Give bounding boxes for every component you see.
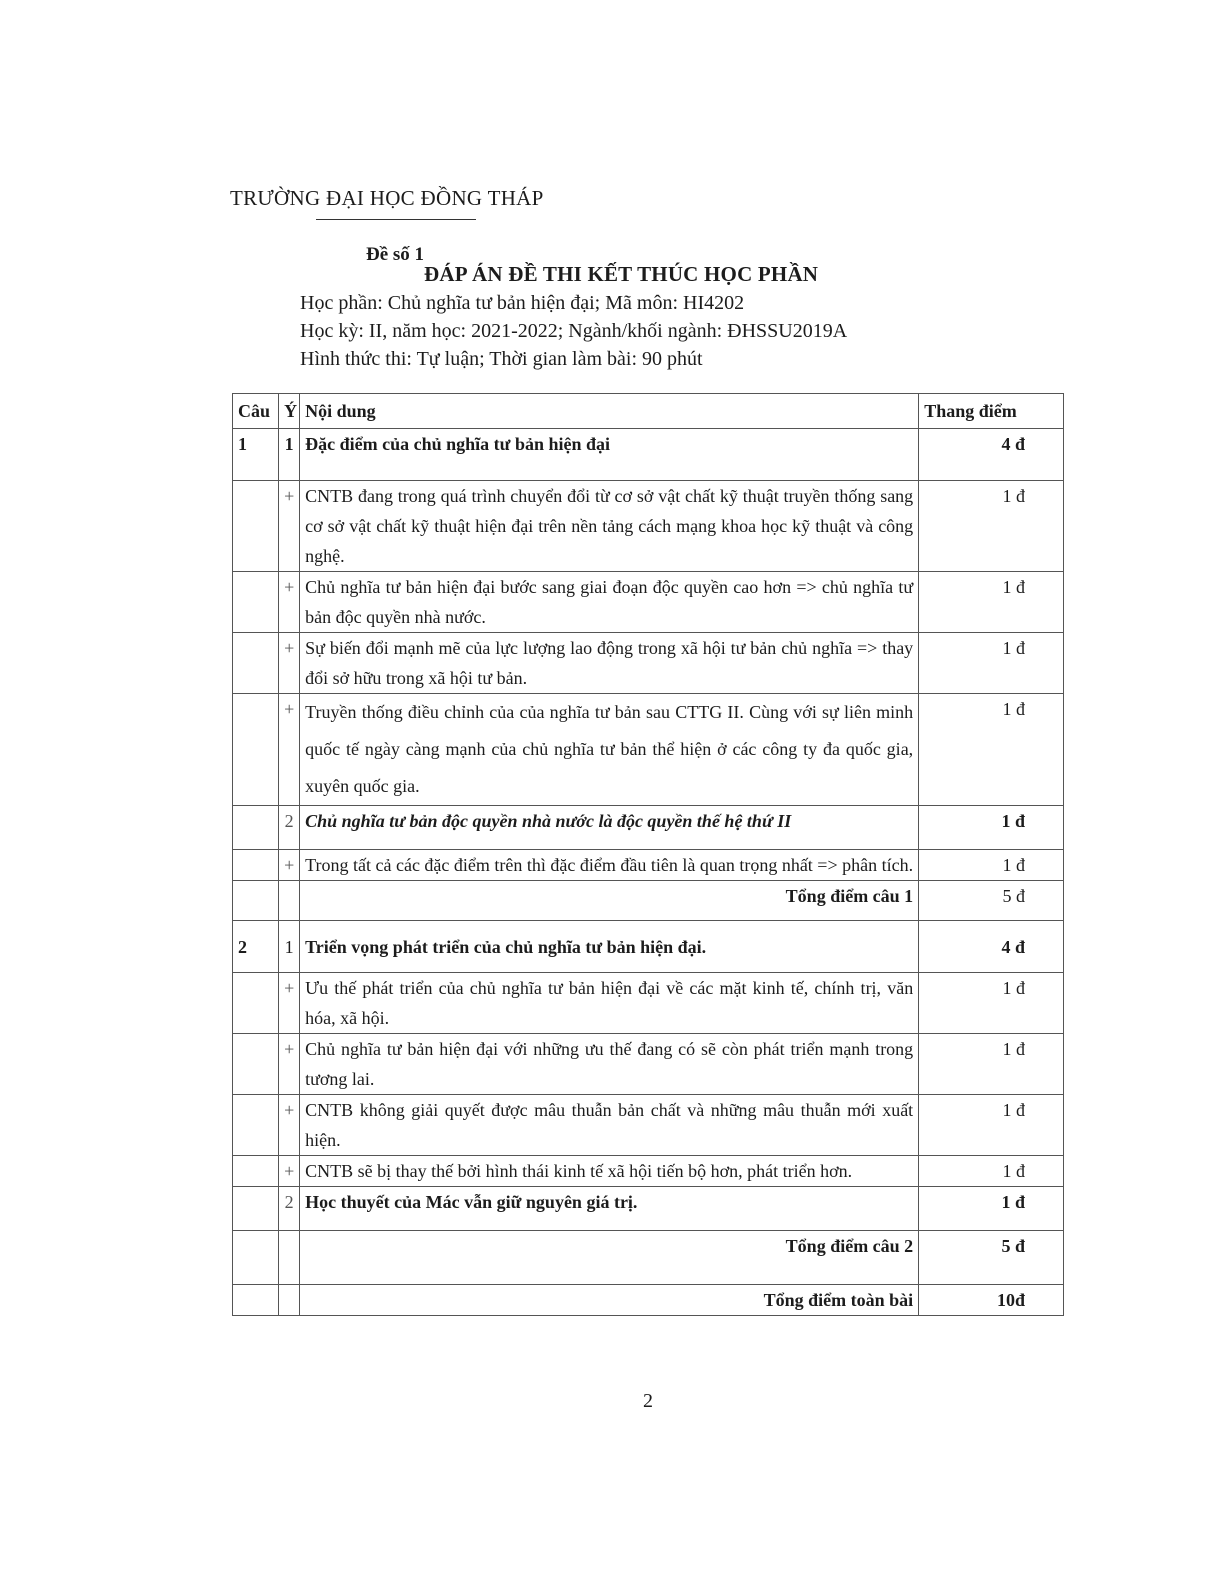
table-row [233,481,1064,572]
cell-content: Sự biến đổi mạnh mẽ của lực lượng lao động trong xã hội tư bản chủ nghĩa => thay đổi sở hữu trong xã hội tư bản. [300,633,919,694]
column-header-content: Nội dung [300,394,919,429]
cell-score: 5 đ [919,1231,1064,1285]
cell-score: 1 đ [919,572,1064,633]
table-row [233,1231,1064,1285]
cell-content: CNTB sẽ bị thay thế bởi hình thái kinh tế xã hội tiến bộ hơn, phát triển hơn. [300,1156,919,1187]
cell-score: 1 đ [919,1095,1064,1156]
school-underline [316,219,476,220]
cell-cau [233,1095,279,1156]
cell-y: 1 [279,429,300,481]
cell-cau: 2 [233,921,279,973]
table-row [233,1187,1064,1231]
cell-score: 1 đ [919,481,1064,572]
cell-y: + [279,973,300,1034]
table-row [233,429,1064,481]
table-row [233,921,1064,973]
column-header-cau: Câu [233,394,279,429]
cell-score: 1 đ [919,633,1064,694]
cell-content: Học thuyết của Mác vẫn giữ nguyên giá trị. [300,1187,919,1231]
column-header-score: Thang điểm [919,394,1064,429]
cell-cau [233,1285,279,1316]
cell-score: 1 đ [919,694,1064,806]
cell-cau [233,973,279,1034]
table-row [233,1034,1064,1095]
cell-y: + [279,633,300,694]
cell-cau [233,1231,279,1285]
cell-score: 1 đ [919,1187,1064,1231]
table-header-row [233,394,1064,429]
cell-score: 1 đ [919,1156,1064,1187]
cell-cau [233,1034,279,1095]
format-line: Hình thức thi: Tự luận; Thời gian làm bài: 90 phút [300,348,703,370]
cell-content: Triển vọng phát triển của chủ nghĩa tư bản hiện đại. [300,921,919,973]
cell-content: Tổng điểm toàn bài [300,1285,919,1316]
cell-y: 2 [279,806,300,850]
table-row [233,850,1064,881]
table-row [233,806,1064,850]
cell-cau [233,481,279,572]
cell-y: + [279,1034,300,1095]
cell-y [279,1231,300,1285]
cell-y: + [279,694,300,806]
cell-content: Tổng điểm câu 1 [300,881,919,921]
cell-y: + [279,1095,300,1156]
table-row [233,694,1064,806]
cell-score: 1 đ [919,973,1064,1034]
cell-content: Chủ nghĩa tư bản độc quyền nhà nước là độc quyền thế hệ thứ II [300,806,919,850]
cell-score: 5 đ [919,881,1064,921]
cell-content: Chủ nghĩa tư bản hiện đại bước sang giai đoạn độc quyền cao hơn => chủ nghĩa tư bản độc quyền nhà nước. [300,572,919,633]
cell-content: Ưu thế phát triển của chủ nghĩa tư bản hiện đại về các mặt kinh tế, chính trị, văn hóa, xã hội. [300,973,919,1034]
semester-line: Học kỳ: II, năm học: 2021-2022; Ngành/khối ngành: ĐHSSU2019A [300,320,848,342]
cell-cau [233,806,279,850]
cell-score: 1 đ [919,850,1064,881]
cell-cau [233,633,279,694]
table-row [233,881,1064,921]
cell-cau [233,572,279,633]
table-row [233,1095,1064,1156]
table-row [233,633,1064,694]
cell-y: 1 [279,921,300,973]
table-row [233,572,1064,633]
cell-cau [233,1187,279,1231]
cell-score: 1 đ [919,806,1064,850]
course-line: Học phần: Chủ nghĩa tư bản hiện đại; Mã môn: HI4202 [300,292,745,314]
cell-cau [233,694,279,806]
answer-table [232,393,1064,1316]
cell-content: Tổng điểm câu 2 [300,1231,919,1285]
cell-content: CNTB đang trong quá trình chuyển đổi từ cơ sở vật chất kỹ thuật truyền thống sang cơ sở vật chất kỹ thuật hiện đại trên nền tảng cách mạng khoa học kỹ thuật và công nghệ. [300,481,919,572]
cell-y: + [279,850,300,881]
cell-content: Chủ nghĩa tư bản hiện đại với những ưu thế đang có sẽ còn phát triển mạnh trong tương lai. [300,1034,919,1095]
page-title: ĐÁP ÁN ĐỀ THI KẾT THÚC HỌC PHẦN [424,262,819,286]
cell-content: CNTB không giải quyết được mâu thuẫn bản chất và những mâu thuẫn mới xuất hiện. [300,1095,919,1156]
table-row [233,1285,1064,1316]
page-number: 2 [643,1390,653,1412]
exam-number: Đề số 1 [366,244,425,265]
cell-score: 10đ [919,1285,1064,1316]
cell-y: 2 [279,1187,300,1231]
cell-cau [233,881,279,921]
cell-score: 1 đ [919,1034,1064,1095]
cell-content: Truyền thống điều chỉnh của của nghĩa tư bản sau CTTG II. Cùng với sự liên minh quốc tế ngày càng mạnh của chủ nghĩa tư bản thể hiện ở các công ty đa quốc gia, xuyên quốc gia. [300,694,919,806]
cell-content: Trong tất cả các đặc điểm trên thì đặc điểm đầu tiên là quan trọng nhất => phân tích. [300,850,919,881]
cell-content: Đặc điểm của chủ nghĩa tư bản hiện đại [300,429,919,481]
cell-y: + [279,481,300,572]
cell-score: 4 đ [919,429,1064,481]
cell-y [279,881,300,921]
cell-cau: 1 [233,429,279,481]
cell-y: + [279,572,300,633]
cell-y [279,1285,300,1316]
cell-cau [233,850,279,881]
table-row [233,1156,1064,1187]
table-row [233,973,1064,1034]
cell-y: + [279,1156,300,1187]
cell-score: 4 đ [919,921,1064,973]
school-name: TRƯỜNG ĐẠI HỌC ĐỒNG THÁP [230,186,544,210]
column-header-y: Ý [279,394,300,429]
cell-cau [233,1156,279,1187]
